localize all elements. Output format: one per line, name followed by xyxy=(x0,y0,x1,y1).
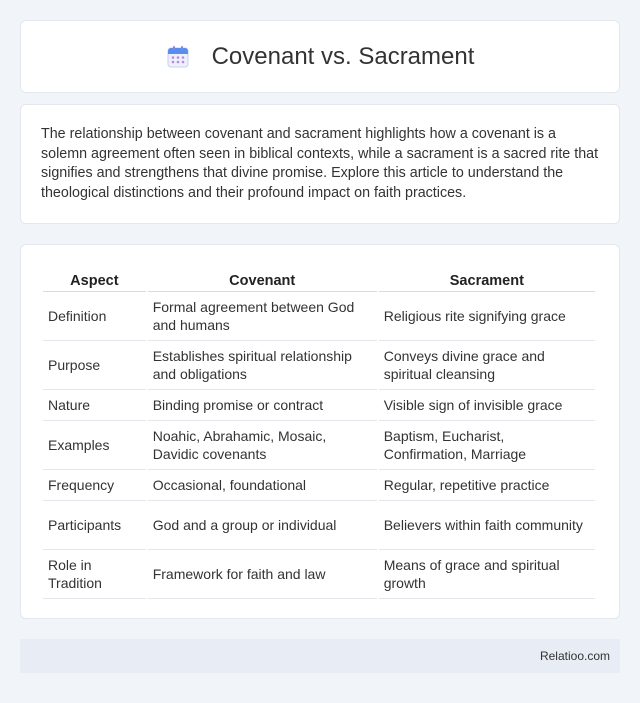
table-header-row xyxy=(43,264,595,292)
comparison-table-card xyxy=(20,244,620,619)
comparison-table xyxy=(41,264,597,599)
cell-aspect: Examples xyxy=(43,421,146,470)
header-aspect: Aspect xyxy=(43,264,146,292)
title-wrap xyxy=(166,43,475,71)
page-title: Covenant vs. Sacrament xyxy=(211,42,475,70)
table-row xyxy=(43,501,595,550)
cell-sacrament: Religious rite signifying grace xyxy=(379,292,595,341)
table-row xyxy=(43,390,595,421)
table-row xyxy=(43,421,595,470)
intro-paragraph: The relationship between covenant and sacrament highlights how a covenant is a solemn agreement often seen in biblical contexts, while a sacrament is a sacred rite that signifies and strengthens that divine promise. Explore this article to understand the theological distinctions and their profound impact on faith practices. xyxy=(41,126,599,201)
cell-covenant: Occasional, foundational xyxy=(148,470,377,501)
cell-sacrament: Visible sign of invisible grace xyxy=(379,390,595,421)
cell-aspect: Purpose xyxy=(43,341,146,390)
cell-sacrament: Believers within faith community xyxy=(379,501,595,550)
cell-covenant: God and a group or individual xyxy=(148,501,377,550)
cell-sacrament: Regular, repetitive practice xyxy=(379,470,595,501)
intro-card xyxy=(20,104,620,224)
calendar-icon xyxy=(166,45,190,69)
table-row xyxy=(43,292,595,341)
cell-sacrament: Means of grace and spiritual growth xyxy=(379,550,595,599)
cell-aspect: Frequency xyxy=(43,470,146,501)
cell-aspect: Nature xyxy=(43,390,146,421)
footer xyxy=(20,639,620,673)
cell-covenant: Noahic, Abrahamic, Mosaic, Davidic covenants xyxy=(148,421,377,470)
footer-brand: Relatioo.com xyxy=(539,649,610,663)
title-card xyxy=(20,20,620,93)
cell-covenant: Formal agreement between God and humans xyxy=(148,292,377,341)
cell-aspect: Participants xyxy=(43,501,146,550)
cell-covenant: Establishes spiritual relationship and obligations xyxy=(148,341,377,390)
cell-aspect: Role in Tradition xyxy=(43,550,146,599)
cell-sacrament: Conveys divine grace and spiritual cleansing xyxy=(379,341,595,390)
cell-covenant: Binding promise or contract xyxy=(148,390,377,421)
table-row xyxy=(43,470,595,501)
cell-aspect: Definition xyxy=(43,292,146,341)
header-covenant: Covenant xyxy=(148,264,377,292)
cell-covenant: Framework for faith and law xyxy=(148,550,377,599)
table-row xyxy=(43,341,595,390)
table-row xyxy=(43,550,595,599)
cell-sacrament: Baptism, Eucharist, Confirmation, Marriage xyxy=(379,421,595,470)
header-sacrament: Sacrament xyxy=(379,264,595,292)
